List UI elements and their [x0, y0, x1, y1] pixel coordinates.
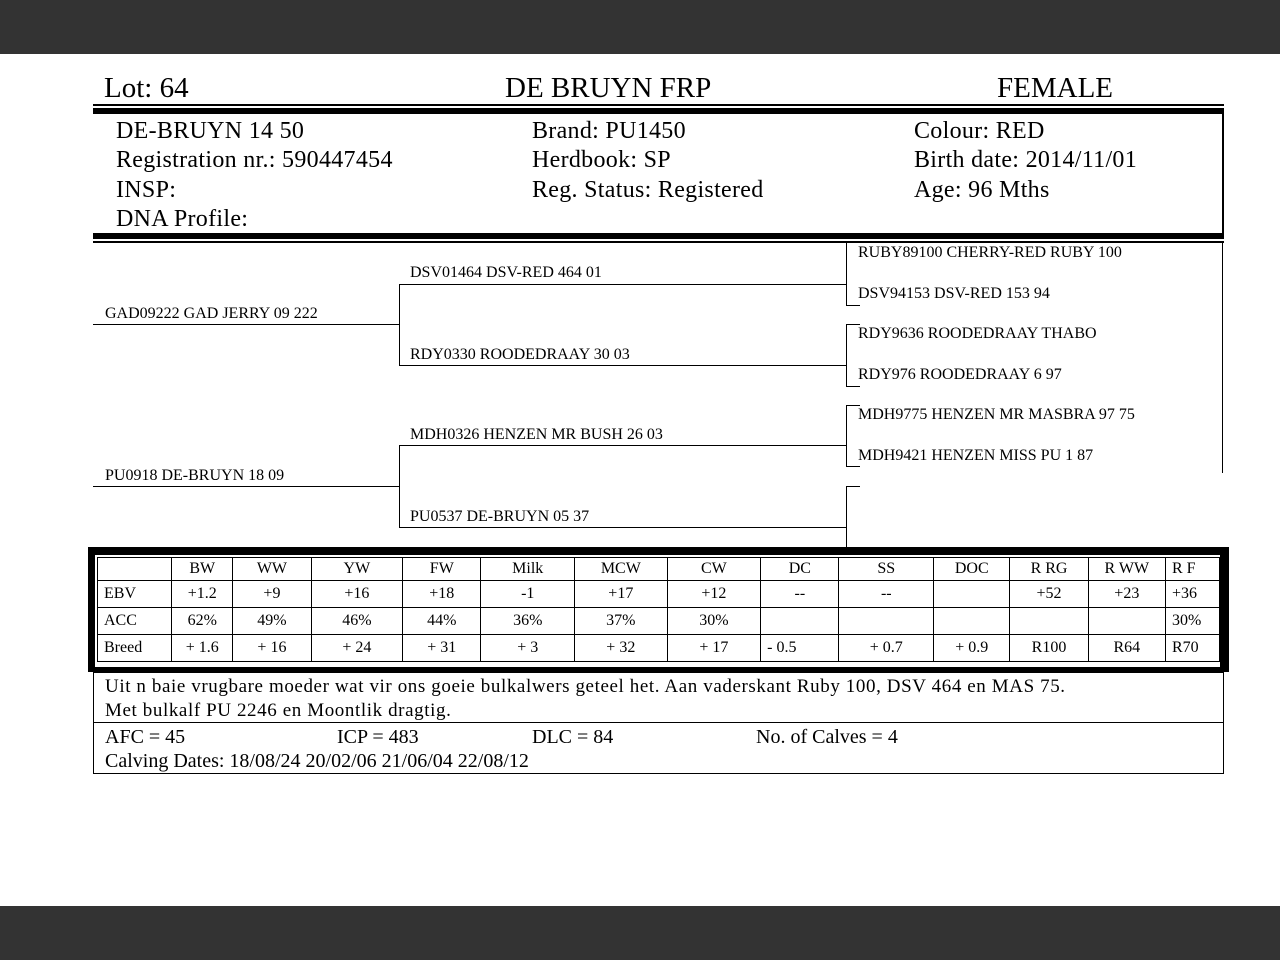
sex-label: FEMALE [997, 72, 1113, 104]
brand: Brand: PU1450 [532, 118, 686, 144]
table-cell [934, 581, 1010, 608]
ggp-tick-2 [846, 324, 860, 325]
table-cell: +12 [667, 581, 761, 608]
table-cell: Breed [98, 635, 172, 662]
ggp-branch-1-bottom [846, 285, 847, 305]
ggp-branch-4 [846, 486, 847, 547]
ebv-header-doc: DOC [934, 558, 1010, 581]
dna-profile-label: DNA Profile: [116, 206, 249, 232]
comment-line-1: Uit n baie vrugbare moeder wat vir ons goeie bulkalwers geteel het. Aan vaderskant Ruby 100, DSV 464 en MAS 75. [105, 676, 1066, 697]
pedigree-ggp-3: RDY9636 ROODEDRAAY THABO [858, 325, 1097, 342]
table-cell: 62% [172, 608, 233, 635]
breeder-name: DE BRUYN FRP [505, 72, 712, 104]
info-rule-thick [93, 233, 1224, 239]
ebv-header-ww: WW [233, 558, 311, 581]
table-cell: - 0.5 [761, 635, 839, 662]
table-cell: +9 [233, 581, 311, 608]
ebv-header-ss: SS [839, 558, 934, 581]
table-cell: 46% [311, 608, 403, 635]
ebv-header-r-rg: R RG [1010, 558, 1088, 581]
ebv-header-r-f: R F [1165, 558, 1219, 581]
table-cell: -- [761, 581, 839, 608]
table-cell [1010, 608, 1088, 635]
table-cell: +36 [1165, 581, 1219, 608]
dlc-value: DLC = 84 [532, 726, 614, 748]
table-cell [761, 608, 839, 635]
dam-dam-line [399, 527, 846, 528]
ebv-header-blank [98, 558, 172, 581]
table-cell: + 1.6 [172, 635, 233, 662]
table-cell: 36% [481, 608, 575, 635]
table-cell: + 24 [311, 635, 403, 662]
ggp-tick-6 [846, 486, 860, 487]
table-cell: -- [839, 581, 934, 608]
table-cell: 49% [233, 608, 311, 635]
insp-label: INSP: [116, 177, 177, 203]
icp-value: ICP = 483 [337, 726, 419, 748]
ebv-row-breed [98, 635, 1220, 662]
ggp-branch-1-top [846, 243, 847, 285]
ebv-table [97, 557, 1220, 662]
sire-dam-line [399, 365, 846, 366]
table-cell: + 0.7 [839, 635, 934, 662]
ebv-header-yw: YW [311, 558, 403, 581]
ebv-row-acc [98, 608, 1220, 635]
registration-number: Registration nr.: 590447454 [116, 147, 393, 173]
ebv-header-row [98, 558, 1220, 581]
table-cell: + 31 [403, 635, 481, 662]
colour: Colour: RED [914, 118, 1045, 144]
ebv-row-ebv [98, 581, 1220, 608]
table-cell: +17 [575, 581, 668, 608]
pedigree-ggp-4: RDY976 ROODEDRAAY 6 97 [858, 366, 1062, 383]
table-cell: + 17 [667, 635, 761, 662]
pedigree-sire-dam: RDY0330 ROODEDRAAY 30 03 [410, 346, 630, 363]
table-cell: + 16 [233, 635, 311, 662]
herdbook: Herdbook: SP [532, 147, 671, 173]
table-cell: R100 [1010, 635, 1088, 662]
ggp-branch-3-top [846, 405, 847, 446]
lot-number: Lot: 64 [104, 72, 189, 104]
header-rule-thin [93, 104, 1224, 106]
table-cell: + 0.9 [934, 635, 1010, 662]
sire-branch [399, 284, 400, 366]
ggp-tick-4 [846, 405, 860, 406]
pedigree-ggp-1: RUBY89100 CHERRY-RED RUBY 100 [858, 244, 1122, 261]
table-cell: +18 [403, 581, 481, 608]
table-cell: -1 [481, 581, 575, 608]
age: Age: 96 Mths [914, 177, 1050, 203]
pedigree-ggp-6: MDH9421 HENZEN MISS PU 1 87 [858, 447, 1094, 464]
pedigree-ggp-5: MDH9775 HENZEN MR MASBRA 97 75 [858, 406, 1135, 423]
calves-count: No. of Calves = 4 [756, 726, 898, 748]
table-cell: + 32 [575, 635, 668, 662]
table-cell: R70 [1165, 635, 1219, 662]
reg-status: Reg. Status: Registered [532, 177, 764, 203]
pedigree-ggp-2: DSV94153 DSV-RED 153 94 [858, 285, 1050, 302]
table-cell: +1.2 [172, 581, 233, 608]
ggp-tick-5 [846, 466, 860, 467]
ebv-header-milk: Milk [481, 558, 575, 581]
pedigree-sire-sire: DSV01464 DSV-RED 464 01 [410, 264, 602, 281]
table-cell: + 3 [481, 635, 575, 662]
ggp-branch-2-bottom [846, 366, 847, 386]
table-cell: EBV [98, 581, 172, 608]
table-cell: 30% [1165, 608, 1219, 635]
info-rule-thin [93, 241, 1224, 243]
table-cell [839, 608, 934, 635]
comment-line-2: Met bulkalf PU 2246 en Moontlik dragtig. [105, 700, 452, 721]
ggp-branch-3-bottom [846, 446, 847, 466]
table-cell: +52 [1010, 581, 1088, 608]
table-cell [1088, 608, 1165, 635]
top-bar [0, 0, 1280, 54]
ebv-header-bw: BW [172, 558, 233, 581]
dam-branch [399, 446, 400, 527]
birth-date: Birth date: 2014/11/01 [914, 147, 1138, 173]
ggp-tick-3 [846, 386, 860, 387]
ebv-header-mcw: MCW [575, 558, 668, 581]
ebv-header-cw: CW [667, 558, 761, 581]
table-cell: ACC [98, 608, 172, 635]
calving-dates: Calving Dates: 18/08/24 20/02/06 21/06/04 22/08/12 [105, 750, 529, 772]
pedigree-dam: PU0918 DE-BRUYN 18 09 [105, 467, 285, 484]
ebv-header-fw: FW [403, 558, 481, 581]
pedigree-dam-sire: MDH0326 HENZEN MR BUSH 26 03 [410, 426, 663, 443]
ebv-header-dc: DC [761, 558, 839, 581]
pedigree-right-border [1222, 243, 1223, 473]
table-cell: R64 [1088, 635, 1165, 662]
header-rule-thick [93, 108, 1224, 114]
sire-sire-line [399, 284, 846, 285]
afc-value: AFC = 45 [105, 726, 186, 748]
sire-line [93, 324, 399, 325]
ggp-tick-1 [846, 305, 860, 306]
dam-line [93, 486, 399, 487]
table-cell: 30% [667, 608, 761, 635]
info-right-border [1222, 112, 1224, 236]
dam-sire-line [399, 445, 846, 446]
pedigree-dam-dam: PU0537 DE-BRUYN 05 37 [410, 508, 590, 525]
table-cell [934, 608, 1010, 635]
table-cell: 44% [403, 608, 481, 635]
table-cell: 37% [575, 608, 668, 635]
bottom-bar [0, 906, 1280, 960]
ggp-branch-2-top [846, 324, 847, 366]
table-cell: +16 [311, 581, 403, 608]
animal-name: DE-BRUYN 14 50 [116, 118, 305, 144]
ebv-header-r-ww: R WW [1088, 558, 1165, 581]
pedigree-sire: GAD09222 GAD JERRY 09 222 [105, 305, 318, 322]
table-cell: +23 [1088, 581, 1165, 608]
